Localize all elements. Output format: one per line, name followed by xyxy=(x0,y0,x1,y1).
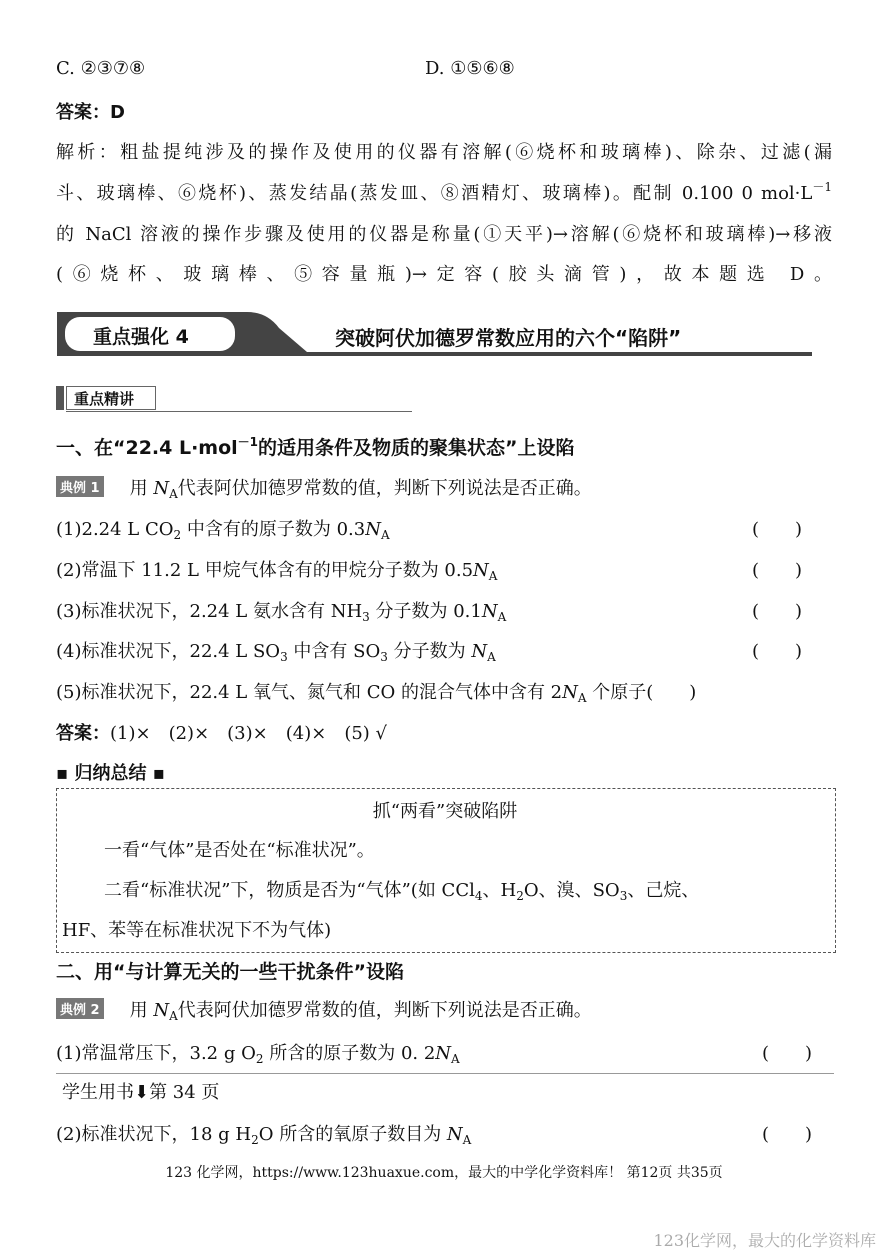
example-1-item-3: (3)标准状况下，2.24 L 氨水含有 $NH_3$ 分子数为 $0.1N_A$ xyxy=(56,601,507,624)
answer-blank-6[interactable]: ( ) xyxy=(762,1124,813,1145)
answer-label: 答案： xyxy=(56,102,110,123)
book-reference: 学生用书⬇第 34 页 xyxy=(62,1082,220,1103)
answer-blank-1[interactable]: ( ) xyxy=(752,519,803,540)
example-1-intro: 典例 1 用 $N_A$代表阿伏加德罗常数的值，判断下列说法是否正确。 xyxy=(56,474,592,501)
answer-blank-4[interactable]: ( ) xyxy=(752,641,803,662)
section-label-box xyxy=(56,384,412,412)
analysis-line-1: 解析：粗盐提纯涉及的操作及使用的仪器有溶解(⑥烧杯和玻璃棒)、除杂、过滤(漏 xyxy=(56,142,832,163)
example-1-item-5: (5)标准状况下，22.4 L 氧气、氮气和 CO 的混合气体中含有 $2N_A$ 个原子( ) xyxy=(56,682,697,705)
analysis-line-3: 的 NaCl 溶液的操作步骤及使用的仪器是称量(①天平)→溶解(⑥烧杯和玻璃棒)→移液 xyxy=(56,224,832,245)
section-banner xyxy=(57,310,812,358)
option-d: D. ①⑤⑥⑧ xyxy=(425,58,515,79)
answer-2: 答案：(1)× (2)× (3)× (4)× (5) √ xyxy=(56,723,388,744)
example-1-tag: 典例 1 xyxy=(56,476,104,497)
example-2-item-1: (1)常温常压下，3.2 g $O_2$ 所含的原子数为 0. $2N_A$ xyxy=(56,1043,460,1066)
divider xyxy=(56,1073,834,1074)
example-2-tag: 典例 2 xyxy=(56,998,104,1019)
heading-1: 一、在“22.4 L·mol$^{-1}$的适用条件及物质的聚集状态”上设陷 xyxy=(56,435,575,459)
page-footer: 123 化学网，https://www.123huaxue.com，最大的中学化学资料库！ 第12页 共35页 xyxy=(165,1165,723,1181)
summary-label: ▪ 归纳总结 ▪ xyxy=(56,763,165,784)
section-label: 重点精讲 xyxy=(74,390,135,408)
answer-value: D xyxy=(110,102,125,123)
heading-2: 二、用“与计算无关的一些干扰条件”设陷 xyxy=(56,961,404,983)
analysis-line-4: (⑥烧杯、玻璃棒、⑤容量瓶)→定容(胶头滴管)，故本题选 D。 xyxy=(56,264,832,285)
answer-blank-5[interactable]: ( ) xyxy=(762,1043,813,1064)
banner-title: 突破阿伏加德罗常数应用的六个“陷阱” xyxy=(335,326,682,350)
example-1-item-2: (2)常温下 11.2 L 甲烷气体含有的甲烷分子数为 $0.5N_A$ xyxy=(56,560,498,583)
option-c: C. ②③⑦⑧ xyxy=(56,58,146,79)
example-1-item-4: (4)标准状况下，22.4 L $SO_3$ 中含有 $SO_3$ 分子数为 $N_A$ xyxy=(56,641,496,664)
answer-blank-3[interactable]: ( ) xyxy=(752,601,803,622)
summary-line-2: 二看“标准状况”下，物质是否为“气体”(如 CCl$_4$、$H_2O$、溴、$SO_3$、己烷、 xyxy=(104,880,700,903)
summary-line-1: 一看“气体”是否处在“标准状况”。 xyxy=(104,840,375,861)
example-2-intro: 典例 2 用 $N_A$代表阿伏加德罗常数的值，判断下列说法是否正确。 xyxy=(56,996,592,1023)
summary-line-3: HF、苯等在标准状况下不为气体) xyxy=(62,920,332,941)
analysis-line-2: 斗、玻璃棒、⑥烧杯)、蒸发结晶(蒸发皿、⑧酒精灯、玻璃棒)。配制 0.100 0 $mol\cdot L^{-1}$ xyxy=(56,180,832,204)
example-1-item-1: (1)2.24 L $CO_2$ 中含有的原子数为 $0.3N_A$ xyxy=(56,519,390,542)
answer-blank-2[interactable]: ( ) xyxy=(752,560,803,581)
example-2-item-2: (2)标准状况下，18 g $H_2O$ 所含的氧原子数目为 $N_A$ xyxy=(56,1124,472,1147)
banner-label: 重点强化 4 xyxy=(93,326,189,348)
summary-title: 抓“两看”突破陷阱 xyxy=(372,801,518,822)
answer-1 xyxy=(56,98,125,124)
watermark: 123化学网，最大的化学资料库 xyxy=(653,1231,876,1250)
answer-2-value: (1)× (2)× (3)× (4)× (5) √ xyxy=(110,723,388,744)
